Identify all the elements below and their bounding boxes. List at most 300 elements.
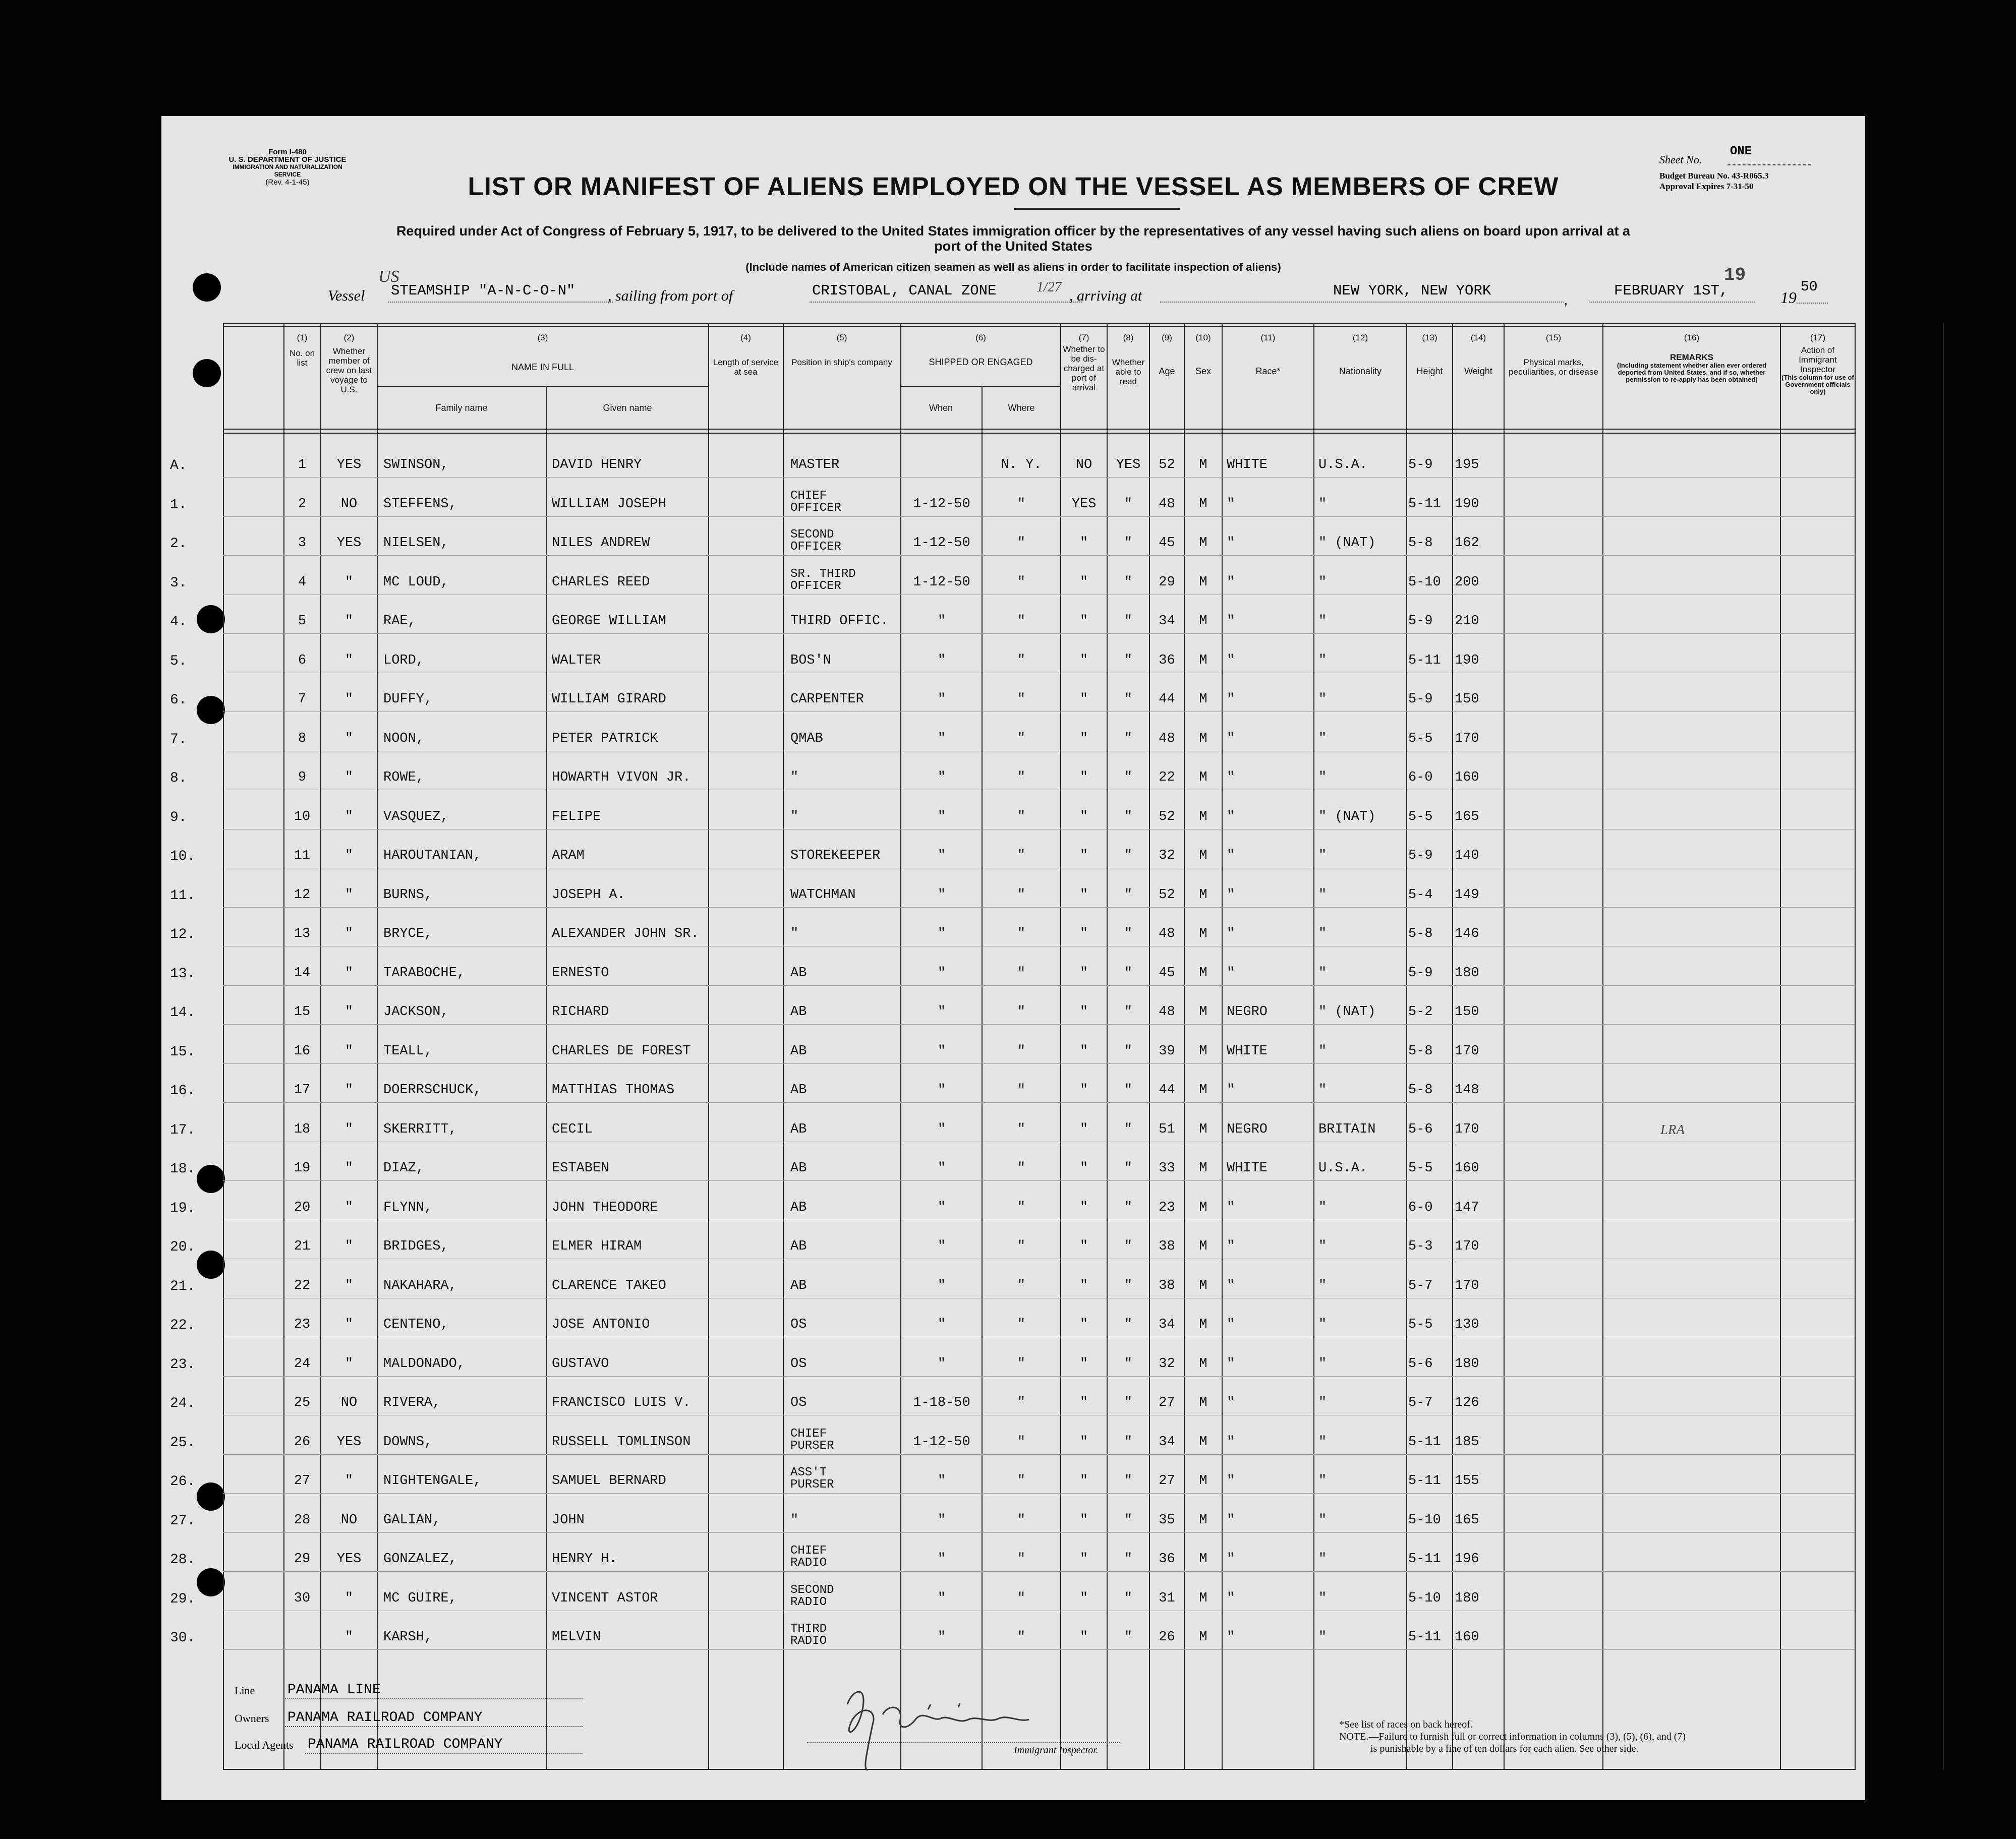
race: " — [1227, 1590, 1235, 1606]
col-service-label: Length of service at sea — [713, 358, 779, 377]
race: NEGRO — [1227, 1121, 1268, 1137]
discharge: YES — [1071, 496, 1097, 512]
family-name: MC GUIRE, — [383, 1590, 457, 1606]
last-voyage: " — [344, 1239, 354, 1254]
col-race-number: (11) — [1260, 333, 1276, 342]
row-label: 22. — [170, 1318, 196, 1333]
race: " — [1227, 1317, 1235, 1332]
weight: 150 — [1455, 1004, 1479, 1020]
service: IMMIGRATION AND NATURALIZATION SERVICE — [233, 163, 342, 178]
race: " — [1227, 1083, 1235, 1098]
age: 38 — [1159, 1239, 1175, 1254]
shipped-when: " — [937, 965, 946, 981]
table-row — [170, 1317, 1855, 1357]
crew-table — [170, 323, 1855, 1770]
sex: M — [1199, 1512, 1207, 1528]
nationality: " — [1318, 1278, 1327, 1293]
sex: M — [1199, 1552, 1207, 1567]
shipped-when: " — [937, 809, 946, 824]
col-action-header — [1781, 333, 1855, 395]
vessel-label: Vessel — [328, 287, 365, 304]
col-position-header — [784, 333, 900, 367]
nationality: " — [1318, 1552, 1327, 1567]
position: OS — [790, 1356, 807, 1372]
sex: M — [1199, 731, 1207, 746]
shipped-where: " — [1017, 614, 1026, 629]
discharge: " — [1079, 848, 1088, 863]
sex: M — [1199, 1395, 1207, 1410]
age: 48 — [1159, 926, 1175, 941]
race: " — [1227, 1473, 1235, 1489]
vessel-handwritten-mark: US — [378, 267, 399, 286]
discharge: " — [1079, 809, 1088, 824]
able-to-read: " — [1124, 1161, 1133, 1176]
able-to-read: " — [1124, 652, 1133, 668]
race: " — [1227, 887, 1235, 903]
sex: M — [1199, 848, 1207, 863]
col-shipped-label: SHIPPED OR ENGAGED — [929, 357, 1033, 367]
height: 6-0 — [1408, 1200, 1433, 1215]
remark-handwritten: LRA — [1660, 1121, 1685, 1137]
family-name: MC LOUD, — [383, 574, 449, 590]
nationality: " — [1318, 848, 1327, 863]
shipped-where: " — [1017, 809, 1026, 824]
height: 5-9 — [1408, 614, 1433, 629]
punch-hole — [197, 1251, 225, 1279]
list-number: 3 — [298, 536, 307, 551]
family-name: DOERRSCHUCK, — [383, 1083, 482, 1098]
weight: 160 — [1455, 1630, 1479, 1645]
height: 5-8 — [1408, 536, 1433, 551]
height: 5-7 — [1408, 1278, 1433, 1293]
nationality: " — [1318, 1630, 1327, 1645]
discharge: " — [1079, 887, 1088, 903]
sex: M — [1199, 574, 1207, 590]
race: " — [1227, 1512, 1235, 1528]
row-label: 19. — [170, 1200, 196, 1216]
height: 5-5 — [1408, 809, 1433, 824]
table-row — [170, 457, 1855, 497]
shipped-where: " — [1017, 926, 1026, 941]
shipped-when: 1-12-50 — [913, 496, 970, 512]
table-row — [170, 1356, 1855, 1396]
able-to-read: " — [1124, 536, 1133, 551]
age: 45 — [1159, 536, 1175, 551]
position-line-1: CHIEF — [790, 1544, 827, 1558]
shipped-when: " — [937, 1630, 946, 1645]
position: AB — [790, 1043, 807, 1059]
list-number: 6 — [298, 652, 307, 668]
position-line-2: PURSER — [790, 1478, 834, 1492]
position: MASTER — [790, 457, 840, 472]
revision: (Rev. 4-1-45) — [265, 178, 310, 187]
race: " — [1227, 1239, 1235, 1254]
year-suffix: 50 — [1801, 279, 1818, 295]
shipped-when: " — [937, 614, 946, 629]
race: NEGRO — [1227, 1004, 1268, 1020]
row-label: 25. — [170, 1435, 196, 1451]
sailing-label: , sailing from port of — [608, 287, 733, 304]
row-label: 10. — [170, 849, 196, 864]
form-number: Form I-480 — [268, 148, 307, 156]
age: 52 — [1159, 457, 1175, 472]
age: 26 — [1159, 1630, 1175, 1645]
height: 5-5 — [1408, 1161, 1433, 1176]
row-label: 12. — [170, 927, 196, 942]
table-row — [170, 1395, 1855, 1435]
nationality: " — [1318, 926, 1327, 941]
discharge: " — [1079, 1200, 1088, 1215]
position-line-2: OFFICER — [790, 501, 841, 515]
position: THIRD OFFIC. — [790, 614, 889, 629]
shipped-where: " — [1017, 731, 1026, 746]
sex: M — [1199, 809, 1207, 824]
family-name: MALDONADO, — [383, 1356, 466, 1372]
height: 5-11 — [1408, 1630, 1441, 1645]
age: 32 — [1159, 848, 1175, 863]
shipped-when: " — [937, 887, 946, 903]
position: BOS'N — [790, 652, 832, 668]
nationality: " — [1318, 1083, 1327, 1098]
position: " — [790, 770, 799, 785]
row-label: 2. — [170, 536, 187, 552]
shipped-where: " — [1017, 1317, 1026, 1332]
table-row — [170, 1466, 1855, 1513]
height: 5-11 — [1408, 496, 1441, 512]
list-number: 14 — [294, 965, 311, 981]
age: 31 — [1159, 1590, 1175, 1606]
able-to-read: " — [1124, 1121, 1133, 1137]
row-label: 28. — [170, 1552, 196, 1568]
last-voyage: " — [344, 770, 354, 785]
given-name: SAMUEL BERNARD — [552, 1473, 666, 1489]
row-label: 23. — [170, 1356, 196, 1373]
height: 5-7 — [1408, 1395, 1433, 1410]
table-row — [170, 1200, 1855, 1240]
table-row — [170, 1622, 1855, 1670]
able-to-read: " — [1124, 965, 1133, 981]
row-label: 18. — [170, 1161, 196, 1177]
list-number: 11 — [294, 848, 311, 863]
weight: 160 — [1455, 770, 1479, 785]
age: 29 — [1159, 574, 1175, 590]
position: STOREKEEPER — [790, 848, 881, 863]
list-number: 16 — [294, 1043, 311, 1059]
shipped-where: " — [1017, 1512, 1026, 1528]
nationality: " — [1318, 574, 1327, 590]
sheet-value: ONE — [1730, 145, 1752, 158]
punch-hole — [197, 605, 225, 633]
inspector-label: Immigrant Inspector. — [1014, 1745, 1099, 1756]
family-name: HAROUTANIAN, — [383, 848, 482, 863]
height: 5-10 — [1408, 1590, 1441, 1606]
row-label: 30. — [170, 1630, 196, 1646]
sex: M — [1199, 536, 1207, 551]
shipped-where: " — [1017, 1356, 1026, 1372]
inspector-signature — [807, 1674, 1120, 1775]
weight: 149 — [1455, 887, 1479, 903]
arriving-port: NEW YORK, NEW YORK — [1333, 282, 1491, 299]
sex: M — [1199, 965, 1207, 981]
age: 38 — [1159, 1278, 1175, 1293]
given-name: WILLIAM JOSEPH — [552, 496, 666, 512]
col-no-header — [284, 333, 320, 368]
nationality: " — [1318, 887, 1327, 903]
shipped-when: " — [937, 1043, 946, 1059]
col-height-number: (13) — [1422, 333, 1437, 342]
table-row — [170, 1239, 1855, 1279]
discharge: " — [1079, 1121, 1088, 1137]
age: 32 — [1159, 1356, 1175, 1372]
family-name: VASQUEZ, — [383, 809, 449, 824]
table-row — [170, 1004, 1855, 1044]
position-line-2: RADIO — [790, 1634, 827, 1648]
race: " — [1227, 536, 1235, 551]
age: 48 — [1159, 731, 1175, 746]
family-name: FLYNN, — [383, 1200, 433, 1215]
position-line-2: PURSER — [790, 1439, 834, 1453]
col-action-sublabel: (This column for use of Government officials only) — [1781, 374, 1854, 395]
nationality: " — [1318, 1590, 1327, 1606]
subtitle-act: Required under Act of Congress of February 5, 1917, to be delivered to the United States immigration officer by the representatives of any vessel having such aliens on board upon arrival at a — [396, 223, 1631, 239]
nationality: " — [1318, 1239, 1327, 1254]
row-label: 11. — [170, 887, 196, 904]
table-row — [170, 1121, 1855, 1162]
footer-line — [235, 1684, 688, 1704]
height: 6-0 — [1408, 770, 1433, 785]
list-number: 28 — [294, 1512, 311, 1528]
discharge: " — [1079, 652, 1088, 668]
discharge: " — [1079, 770, 1088, 785]
shipped-when: " — [937, 1121, 946, 1137]
position: " — [790, 1512, 799, 1528]
given-name: JOSEPH A. — [552, 887, 625, 903]
col-nationality-number: (12) — [1352, 333, 1368, 342]
weight: 190 — [1455, 652, 1479, 668]
table-row — [170, 1583, 1855, 1631]
height: 5-6 — [1408, 1121, 1433, 1137]
able-to-read: " — [1124, 574, 1133, 590]
vessel-line: Vessel US STEAMSHIP "A-N-C-O-N" , sailing from port of CRISTOBAL, CANAL ZONE 1/27 , arriving at NEW YORK, NEW YORK , FEBRUARY 1ST, 19 50 — [328, 282, 1791, 308]
list-number: 29 — [294, 1552, 311, 1567]
subtitle-port: port of the United States — [934, 239, 1092, 254]
last-voyage: NO — [340, 1395, 358, 1410]
col-name-number: (3) — [537, 333, 548, 342]
col-height-header — [1407, 333, 1452, 376]
family-name: GALIAN, — [383, 1512, 441, 1528]
discharge: " — [1079, 1630, 1088, 1645]
col-crew-header — [321, 333, 377, 394]
weight: 165 — [1455, 809, 1479, 824]
family-name: TEALL, — [383, 1043, 433, 1059]
given-name: VINCENT ASTOR — [552, 1590, 658, 1606]
position-line-1: SR. THIRD — [790, 567, 856, 581]
shipped-where: " — [1017, 1083, 1026, 1098]
height: 5-11 — [1408, 1473, 1441, 1489]
shipped-where: " — [1017, 965, 1026, 981]
shipped-when: " — [937, 1239, 946, 1254]
col-physical-label: Physical marks, peculiarities, or disease — [1509, 358, 1598, 377]
page-number: 19 — [1724, 265, 1746, 285]
discharge: " — [1079, 692, 1088, 707]
last-voyage: YES — [336, 536, 362, 551]
nationality: " — [1318, 614, 1327, 629]
position-line-1: SECOND — [790, 528, 834, 542]
sex: M — [1199, 1317, 1207, 1332]
age: 22 — [1159, 770, 1175, 785]
race: " — [1227, 496, 1235, 512]
nationality: " (NAT) — [1318, 809, 1376, 824]
col-sex-number: (10) — [1195, 333, 1211, 342]
col-sex-header — [1185, 333, 1222, 376]
family-name: DOWNS, — [383, 1434, 433, 1450]
row-label: 17. — [170, 1122, 196, 1138]
row-label: 5. — [170, 653, 187, 669]
weight: 150 — [1455, 692, 1479, 707]
family-name: NOON, — [383, 731, 425, 746]
age: 52 — [1159, 809, 1175, 824]
col-service-number: (4) — [740, 333, 751, 342]
year-prefix: 19 — [1780, 288, 1797, 307]
nationality: " — [1318, 692, 1327, 707]
last-voyage: " — [344, 1317, 354, 1332]
sailing-mark: 1/27 — [1036, 279, 1062, 295]
given-name: RUSSELL TOMLINSON — [552, 1434, 691, 1450]
row-label: 3. — [170, 575, 187, 591]
able-to-read: " — [1124, 770, 1133, 785]
able-to-read: " — [1124, 1395, 1133, 1410]
shipped-where: " — [1017, 1121, 1026, 1137]
row-label: 9. — [170, 809, 187, 825]
list-number: 10 — [294, 809, 311, 824]
list-number: 13 — [294, 926, 311, 941]
weight: 170 — [1455, 1239, 1479, 1254]
manifest-sheet — [161, 116, 1865, 1800]
discharge: " — [1079, 1356, 1088, 1372]
shipped-where: " — [1017, 496, 1026, 512]
shipped-when: " — [937, 1278, 946, 1293]
line-label: Line — [235, 1684, 255, 1697]
last-voyage: " — [344, 1590, 354, 1606]
col-sex-label: Sex — [1195, 366, 1212, 376]
sheet-label: Sheet No. — [1659, 153, 1702, 166]
shipped-where: " — [1017, 1043, 1026, 1059]
able-to-read: " — [1124, 1317, 1133, 1332]
nationality: " — [1318, 652, 1327, 668]
weight: 190 — [1455, 496, 1479, 512]
age: 33 — [1159, 1161, 1175, 1176]
given-name: HOWARTH VIVON JR. — [552, 770, 691, 785]
col-action-number: (17) — [1810, 333, 1826, 342]
position: AB — [790, 965, 807, 981]
age: 27 — [1159, 1395, 1175, 1410]
discharge: " — [1079, 1239, 1088, 1254]
shipped-where: " — [1017, 1434, 1026, 1450]
age: 44 — [1159, 692, 1175, 707]
budget-bureau: Budget Bureau No. 43-R065.3 — [1659, 171, 1769, 181]
nationality: " — [1318, 1043, 1327, 1059]
row-label: 6. — [170, 692, 187, 708]
able-to-read: " — [1124, 887, 1133, 903]
owners-label: Owners — [235, 1712, 269, 1725]
race: " — [1227, 1200, 1235, 1215]
last-voyage: " — [344, 1278, 354, 1293]
family-name: NAKAHARA, — [383, 1278, 457, 1293]
sex: M — [1199, 1083, 1207, 1098]
shipped-where: " — [1017, 574, 1026, 590]
able-to-read: " — [1124, 1552, 1133, 1567]
family-name: STEFFENS, — [383, 496, 457, 512]
shipped-when: " — [937, 652, 946, 668]
height: 5-9 — [1408, 692, 1433, 707]
position-line-1: THIRD — [790, 1622, 827, 1636]
weight: 148 — [1455, 1083, 1479, 1098]
owners-value: PANAMA RAILROAD COMPANY — [287, 1710, 483, 1726]
shipped-when: " — [937, 731, 946, 746]
race: WHITE — [1227, 1161, 1268, 1176]
col-age-label: Age — [1159, 366, 1175, 376]
last-voyage: NO — [340, 496, 358, 512]
position-line-2: OFFICER — [790, 579, 841, 593]
table-row — [170, 489, 1855, 537]
shipped-where: N. Y. — [1001, 457, 1042, 472]
race: " — [1227, 614, 1235, 629]
row-label: 7. — [170, 731, 187, 747]
race: " — [1227, 1434, 1235, 1450]
given-name: ARAM — [552, 848, 585, 863]
sex: M — [1199, 1434, 1207, 1450]
shipped-when: " — [937, 770, 946, 785]
shipped-where: " — [1017, 536, 1026, 551]
position-line-1: ASS'T — [790, 1466, 827, 1479]
given-name: FELIPE — [552, 809, 601, 824]
sex: M — [1199, 652, 1207, 668]
col-race-header — [1223, 333, 1313, 376]
sex: M — [1199, 496, 1207, 512]
age: 27 — [1159, 1473, 1175, 1489]
list-number: 24 — [294, 1356, 311, 1372]
discharge: " — [1079, 1473, 1088, 1489]
height: 5-11 — [1408, 1552, 1441, 1567]
height: 5-11 — [1408, 1434, 1441, 1450]
able-to-read: " — [1124, 496, 1133, 512]
family-name: DUFFY, — [383, 692, 433, 707]
col-weight-header — [1453, 333, 1504, 376]
given-name: ESTABEN — [552, 1161, 609, 1176]
shipped-when: " — [937, 1473, 946, 1489]
table-row — [170, 1278, 1855, 1318]
sex: M — [1199, 692, 1207, 707]
race: " — [1227, 1630, 1235, 1645]
col-family-name-header: Family name — [435, 403, 488, 413]
given-name: JOHN THEODORE — [552, 1200, 658, 1215]
age: 51 — [1159, 1121, 1175, 1137]
height: 5-4 — [1408, 887, 1433, 903]
list-number: 5 — [298, 614, 307, 629]
last-voyage: " — [344, 965, 354, 981]
department: U. S. DEPARTMENT OF JUSTICE — [228, 155, 347, 164]
list-number: 4 — [298, 574, 307, 590]
age: 48 — [1159, 1004, 1175, 1020]
family-name: GONZALEZ, — [383, 1552, 457, 1567]
table-row — [170, 770, 1855, 810]
shipped-where: " — [1017, 692, 1026, 707]
arrival-date: FEBRUARY 1ST, — [1614, 282, 1729, 299]
family-name: TARABOCHE, — [383, 965, 466, 981]
given-name: CECIL — [552, 1121, 593, 1137]
shipped-when: " — [937, 1083, 946, 1098]
sex: M — [1199, 1161, 1207, 1176]
